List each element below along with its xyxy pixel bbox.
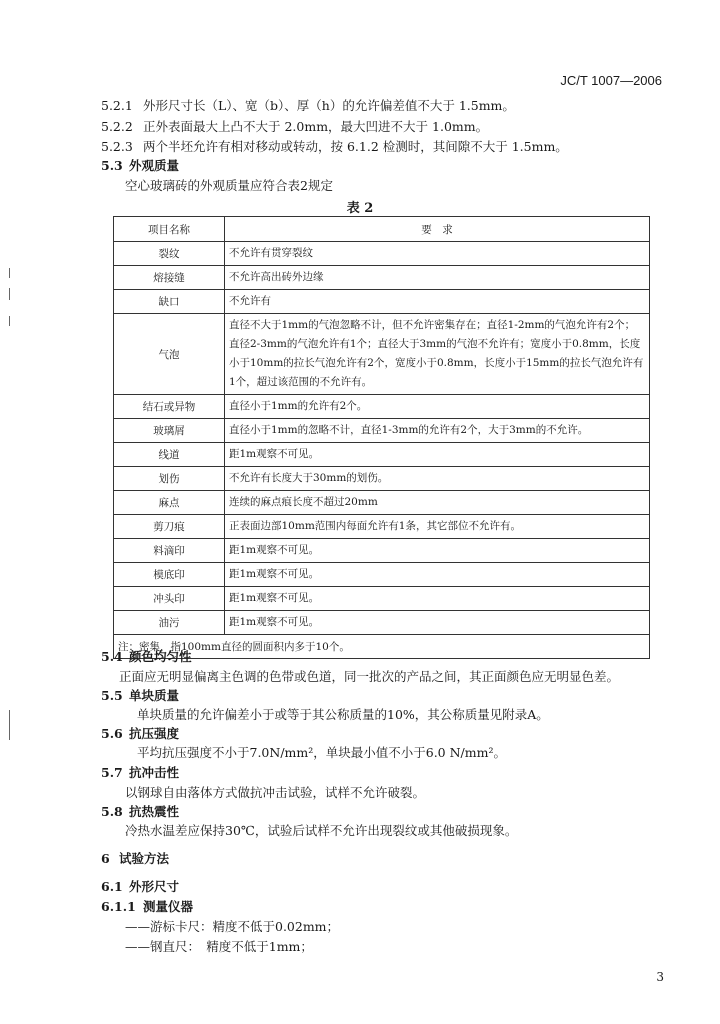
table-row <box>114 242 650 266</box>
item-requirement: 距1m观察不可见。 <box>225 443 650 467</box>
scan-mark <box>9 316 10 326</box>
clause-number: 5.2.1 <box>101 98 133 113</box>
item-name: 缺口 <box>114 290 225 314</box>
section-title: 测量仪器 <box>143 899 194 914</box>
item-name: 熔接缝 <box>114 266 225 290</box>
section-5-3-heading <box>101 158 179 174</box>
clause-number: 5.2.3 <box>101 139 133 154</box>
clause-number: 5.4 <box>101 649 123 664</box>
clause-number: 6.1 <box>101 879 123 894</box>
page-number: 3 <box>656 970 664 984</box>
clause-5-2-2 <box>101 119 488 135</box>
section-6-heading <box>101 851 169 867</box>
item-requirement: 距1m观察不可见。 <box>225 563 650 587</box>
section-title: 单块质量 <box>129 688 180 703</box>
section-5-8-text: 冷热水温差应保持30℃，试验后试样不允许出现裂纹或其他破损现象。 <box>125 823 518 838</box>
table-row <box>114 290 650 314</box>
header-item-name: 项目名称 <box>114 217 225 242</box>
item-requirement: 直径不大于1mm的气泡忽略不计，但不允许密集存在；直径1-2mm的气泡允许有2个；直径2-3mm的气泡允许有1个；直径大于3mm的气泡不允许有；宽度小于0.8mm，长度小于10mm的拉长气泡允许有2个，宽度小于0.8mm，长度小于15mm的拉长气泡允许有1个，超过该范围的不允许有。 <box>225 314 650 395</box>
item-requirement: 正表面边部10mm范围内每面允许有1条，其它部位不允许有。 <box>225 515 650 539</box>
clause-number: 6 <box>101 851 110 866</box>
section-title: 抗冲击性 <box>129 765 180 780</box>
table-note: 注：密集，指100mm直径的圆面积内多于10个。 <box>114 635 650 659</box>
clause-number: 5.6 <box>101 726 123 741</box>
item-requirement: 直径小于1mm的允许有2个。 <box>225 395 650 419</box>
scan-mark <box>9 268 10 278</box>
table-row <box>114 539 650 563</box>
clause-number: 5.7 <box>101 765 123 780</box>
appearance-quality-table <box>113 216 650 659</box>
clause-text: 正外表面最大上凸不大于 2.0mm，最大凹进不大于 1.0mm。 <box>143 119 489 134</box>
table-row <box>114 467 650 491</box>
instrument-ruler: ——钢直尺： 精度不低于1mm； <box>125 939 313 954</box>
section-6-1-1-heading <box>101 899 193 915</box>
table-intro-text: 空心玻璃砖的外观质量应符合表2规定 <box>125 178 333 193</box>
clause-5-2-3 <box>101 139 568 155</box>
item-name: 裂纹 <box>114 242 225 266</box>
section-5-8-heading <box>101 804 179 820</box>
section-5-7-heading <box>101 765 179 781</box>
item-name: 油污 <box>114 611 225 635</box>
item-name: 料滴印 <box>114 539 225 563</box>
table-row <box>114 491 650 515</box>
table-row <box>114 563 650 587</box>
item-requirement: 距1m观察不可见。 <box>225 539 650 563</box>
table-row <box>114 587 650 611</box>
table-row <box>114 515 650 539</box>
instrument-caliper: ——游标卡尺：精度不低于0.02mm； <box>125 919 340 934</box>
table-header-row <box>114 217 650 242</box>
item-name: 气泡 <box>114 314 225 395</box>
section-5-6-text: 平均抗压强度不小于7.0N/mm²，单块最小值不小于6.0 N/mm²。 <box>137 745 506 760</box>
item-requirement: 不允许有 <box>225 290 650 314</box>
item-name: 玻璃屑 <box>114 419 225 443</box>
item-name: 划伤 <box>114 467 225 491</box>
section-5-7-text: 以钢球自由落体方式做抗冲击试验，试样不允许破裂。 <box>125 785 426 800</box>
section-5-6-heading <box>101 726 179 742</box>
section-6-1-heading <box>101 879 179 895</box>
item-name: 剪刀痕 <box>114 515 225 539</box>
section-title: 抗压强度 <box>129 726 180 741</box>
section-title: 外形尺寸 <box>129 879 180 894</box>
table-note-row <box>114 635 650 659</box>
item-name: 麻点 <box>114 491 225 515</box>
item-name: 模底印 <box>114 563 225 587</box>
table-caption: 表 2 <box>346 201 374 216</box>
section-5-4-heading <box>101 649 192 665</box>
table-row <box>114 314 650 395</box>
clause-number: 6.1.1 <box>101 899 136 914</box>
item-requirement: 不允许高出砖外边缘 <box>225 266 650 290</box>
clause-number: 5.3 <box>101 158 123 173</box>
item-requirement: 不允许有长度大于30mm的划伤。 <box>225 467 650 491</box>
item-requirement: 直径小于1mm的忽略不计，直径1-3mm的允许有2个，大于3mm的不允许。 <box>225 419 650 443</box>
table-row <box>114 443 650 467</box>
section-5-5-heading <box>101 688 179 704</box>
item-name: 结石或异物 <box>114 395 225 419</box>
clause-text: 两个半坯允许有相对移动或转动，按 6.1.2 检测时，其间隙不大于 1.5mm。 <box>143 139 568 154</box>
item-requirement: 不允许有贯穿裂纹 <box>225 242 650 266</box>
scan-mark <box>9 710 10 740</box>
section-title: 外观质量 <box>129 158 180 173</box>
table-row <box>114 266 650 290</box>
clause-text: 外形尺寸长（L）、宽（b）、厚（h）的允许偏差值不大于 1.5mm。 <box>143 98 515 113</box>
clause-number: 5.8 <box>101 804 123 819</box>
table-row <box>114 395 650 419</box>
table-row <box>114 419 650 443</box>
section-5-4-text: 正面应无明显偏离主色调的色带或色道，同一批次的产品之间，其正面颜色应无明显色差。 <box>119 669 620 684</box>
header-requirement: 要 求 <box>225 217 650 242</box>
clause-number: 5.2.2 <box>101 119 133 134</box>
item-requirement: 距1m观察不可见。 <box>225 587 650 611</box>
table-row <box>114 611 650 635</box>
section-title: 试验方法 <box>119 851 170 866</box>
section-title: 颜色均匀性 <box>129 649 192 664</box>
section-5-5-text: 单块质量的允许偏差小于或等于其公称质量的10%，其公称质量见附录A。 <box>137 707 549 722</box>
document-code: JC/T 1007—2006 <box>560 73 662 88</box>
section-title: 抗热震性 <box>129 804 180 819</box>
item-requirement: 距1m观察不可见。 <box>225 611 650 635</box>
item-requirement: 连续的麻点痕长度不超过20mm <box>225 491 650 515</box>
item-name: 冲头印 <box>114 587 225 611</box>
clause-5-2-1 <box>101 98 515 114</box>
scan-mark <box>9 288 10 300</box>
item-name: 线道 <box>114 443 225 467</box>
clause-number: 5.5 <box>101 688 123 703</box>
